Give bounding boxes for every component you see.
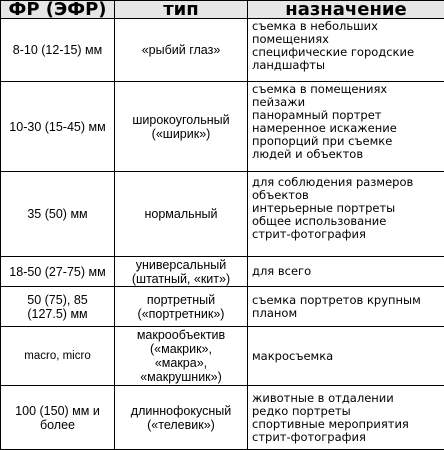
cell-use: съемка портретов крупным планом (248, 287, 444, 327)
table-row (1, 172, 444, 257)
cell-fr: macro, micro (1, 327, 115, 386)
cell-type: «рыбий глаз» (115, 19, 248, 82)
cell-type: нормальный (115, 172, 248, 257)
header-type: тип (115, 1, 248, 19)
cell-fr: 18-50 (27-75) мм (1, 257, 115, 287)
table-row (1, 82, 444, 172)
header-fr: ФР (ЭФР) (1, 1, 115, 19)
table-row (1, 287, 444, 327)
table-header-row (1, 1, 444, 19)
header-use: назначение (248, 1, 444, 19)
cell-fr: 35 (50) мм (1, 172, 115, 257)
table-row (1, 257, 444, 287)
cell-type: широкоугольный («ширик») (115, 82, 248, 172)
cell-use: для всего (248, 257, 444, 287)
cell-use: съемка в помещениях пейзажи панорамный портрет намеренное искажение пропорций при съемке людей и объектов (248, 82, 444, 172)
cell-use: для соблюдения размеров объектов интерьерные портреты общее использование стрит-фотография (248, 172, 444, 257)
cell-type: длиннофокусный («телевик») (115, 386, 248, 450)
cell-use: макросъемка (248, 327, 444, 386)
cell-fr: 50 (75), 85 (127.5) мм (1, 287, 115, 327)
table-row (1, 19, 444, 82)
cell-use: животные в отдалении редко портреты спортивные мероприятия стрит-фотография (248, 386, 444, 450)
table-row (1, 327, 444, 386)
cell-fr: 10-30 (15-45) мм (1, 82, 115, 172)
cell-type: макрообъектив («макрик», «макра», «макрушник») (115, 327, 248, 386)
cell-use: съемка в небольших помещениях специфические городские ландшафты (248, 19, 444, 82)
cell-fr: 8-10 (12-15) мм (1, 19, 115, 82)
cell-type: универсальный (штатный, «кит») (115, 257, 248, 287)
table-row (1, 386, 444, 450)
cell-type: портретный («портретник») (115, 287, 248, 327)
cell-fr: 100 (150) мм и более (1, 386, 115, 450)
